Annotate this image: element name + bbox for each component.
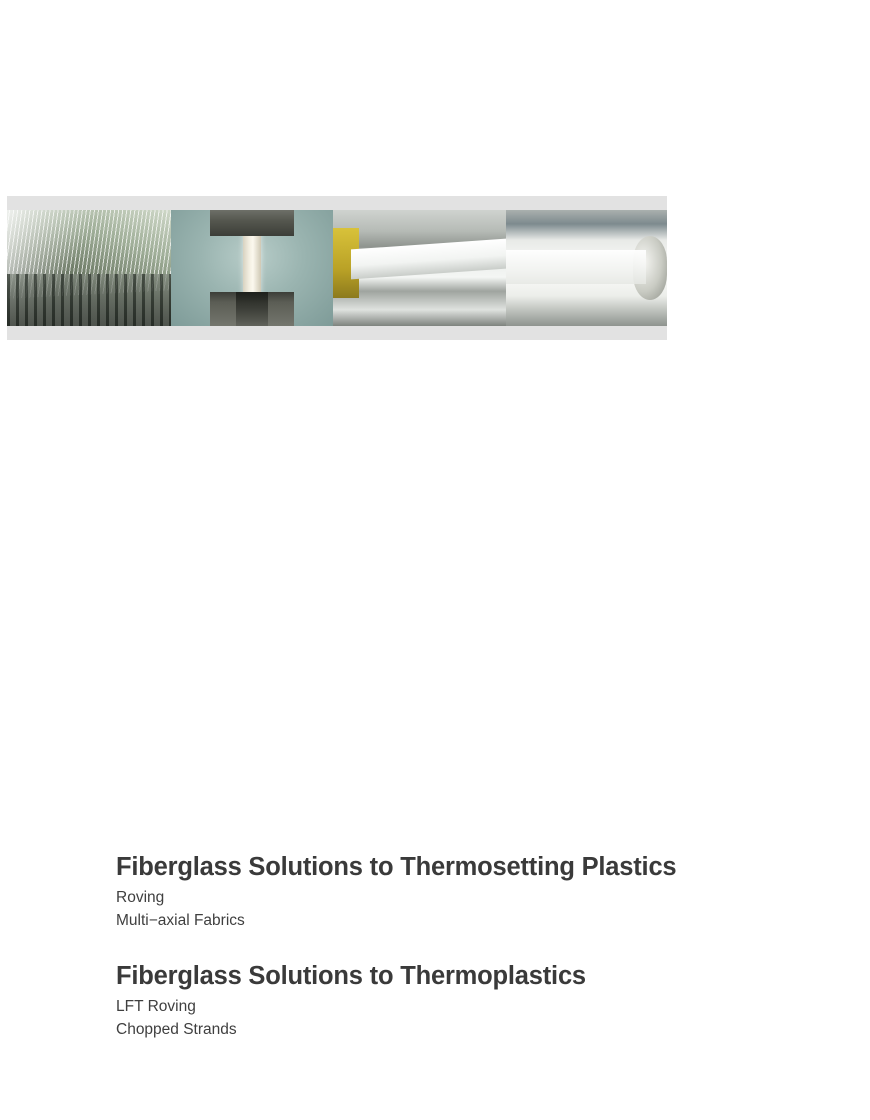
banner-photo-strip xyxy=(7,210,667,326)
section-heading: Fiberglass Solutions to Thermosetting Plastics xyxy=(116,853,677,881)
photo-weaving-loom xyxy=(7,210,171,326)
section-heading: Fiberglass Solutions to Thermoplastics xyxy=(116,962,586,991)
section-thermoplastics xyxy=(116,961,816,1041)
list-item: Multi−axial Fabrics xyxy=(116,911,245,929)
photo-tensile-test xyxy=(171,210,333,326)
list-item: Roving xyxy=(116,889,165,907)
list-item: Chopped Strands xyxy=(116,1020,237,1038)
list-item: LFT Roving xyxy=(116,998,196,1016)
tensile-grip-bottom xyxy=(210,292,294,326)
product-photo-banner xyxy=(7,196,667,340)
section-thermosetting xyxy=(116,852,816,932)
photo-panel-line xyxy=(333,210,506,326)
tensile-grip-top xyxy=(210,210,294,236)
photo-fabric-roll xyxy=(506,210,667,326)
text-content xyxy=(116,852,816,1041)
